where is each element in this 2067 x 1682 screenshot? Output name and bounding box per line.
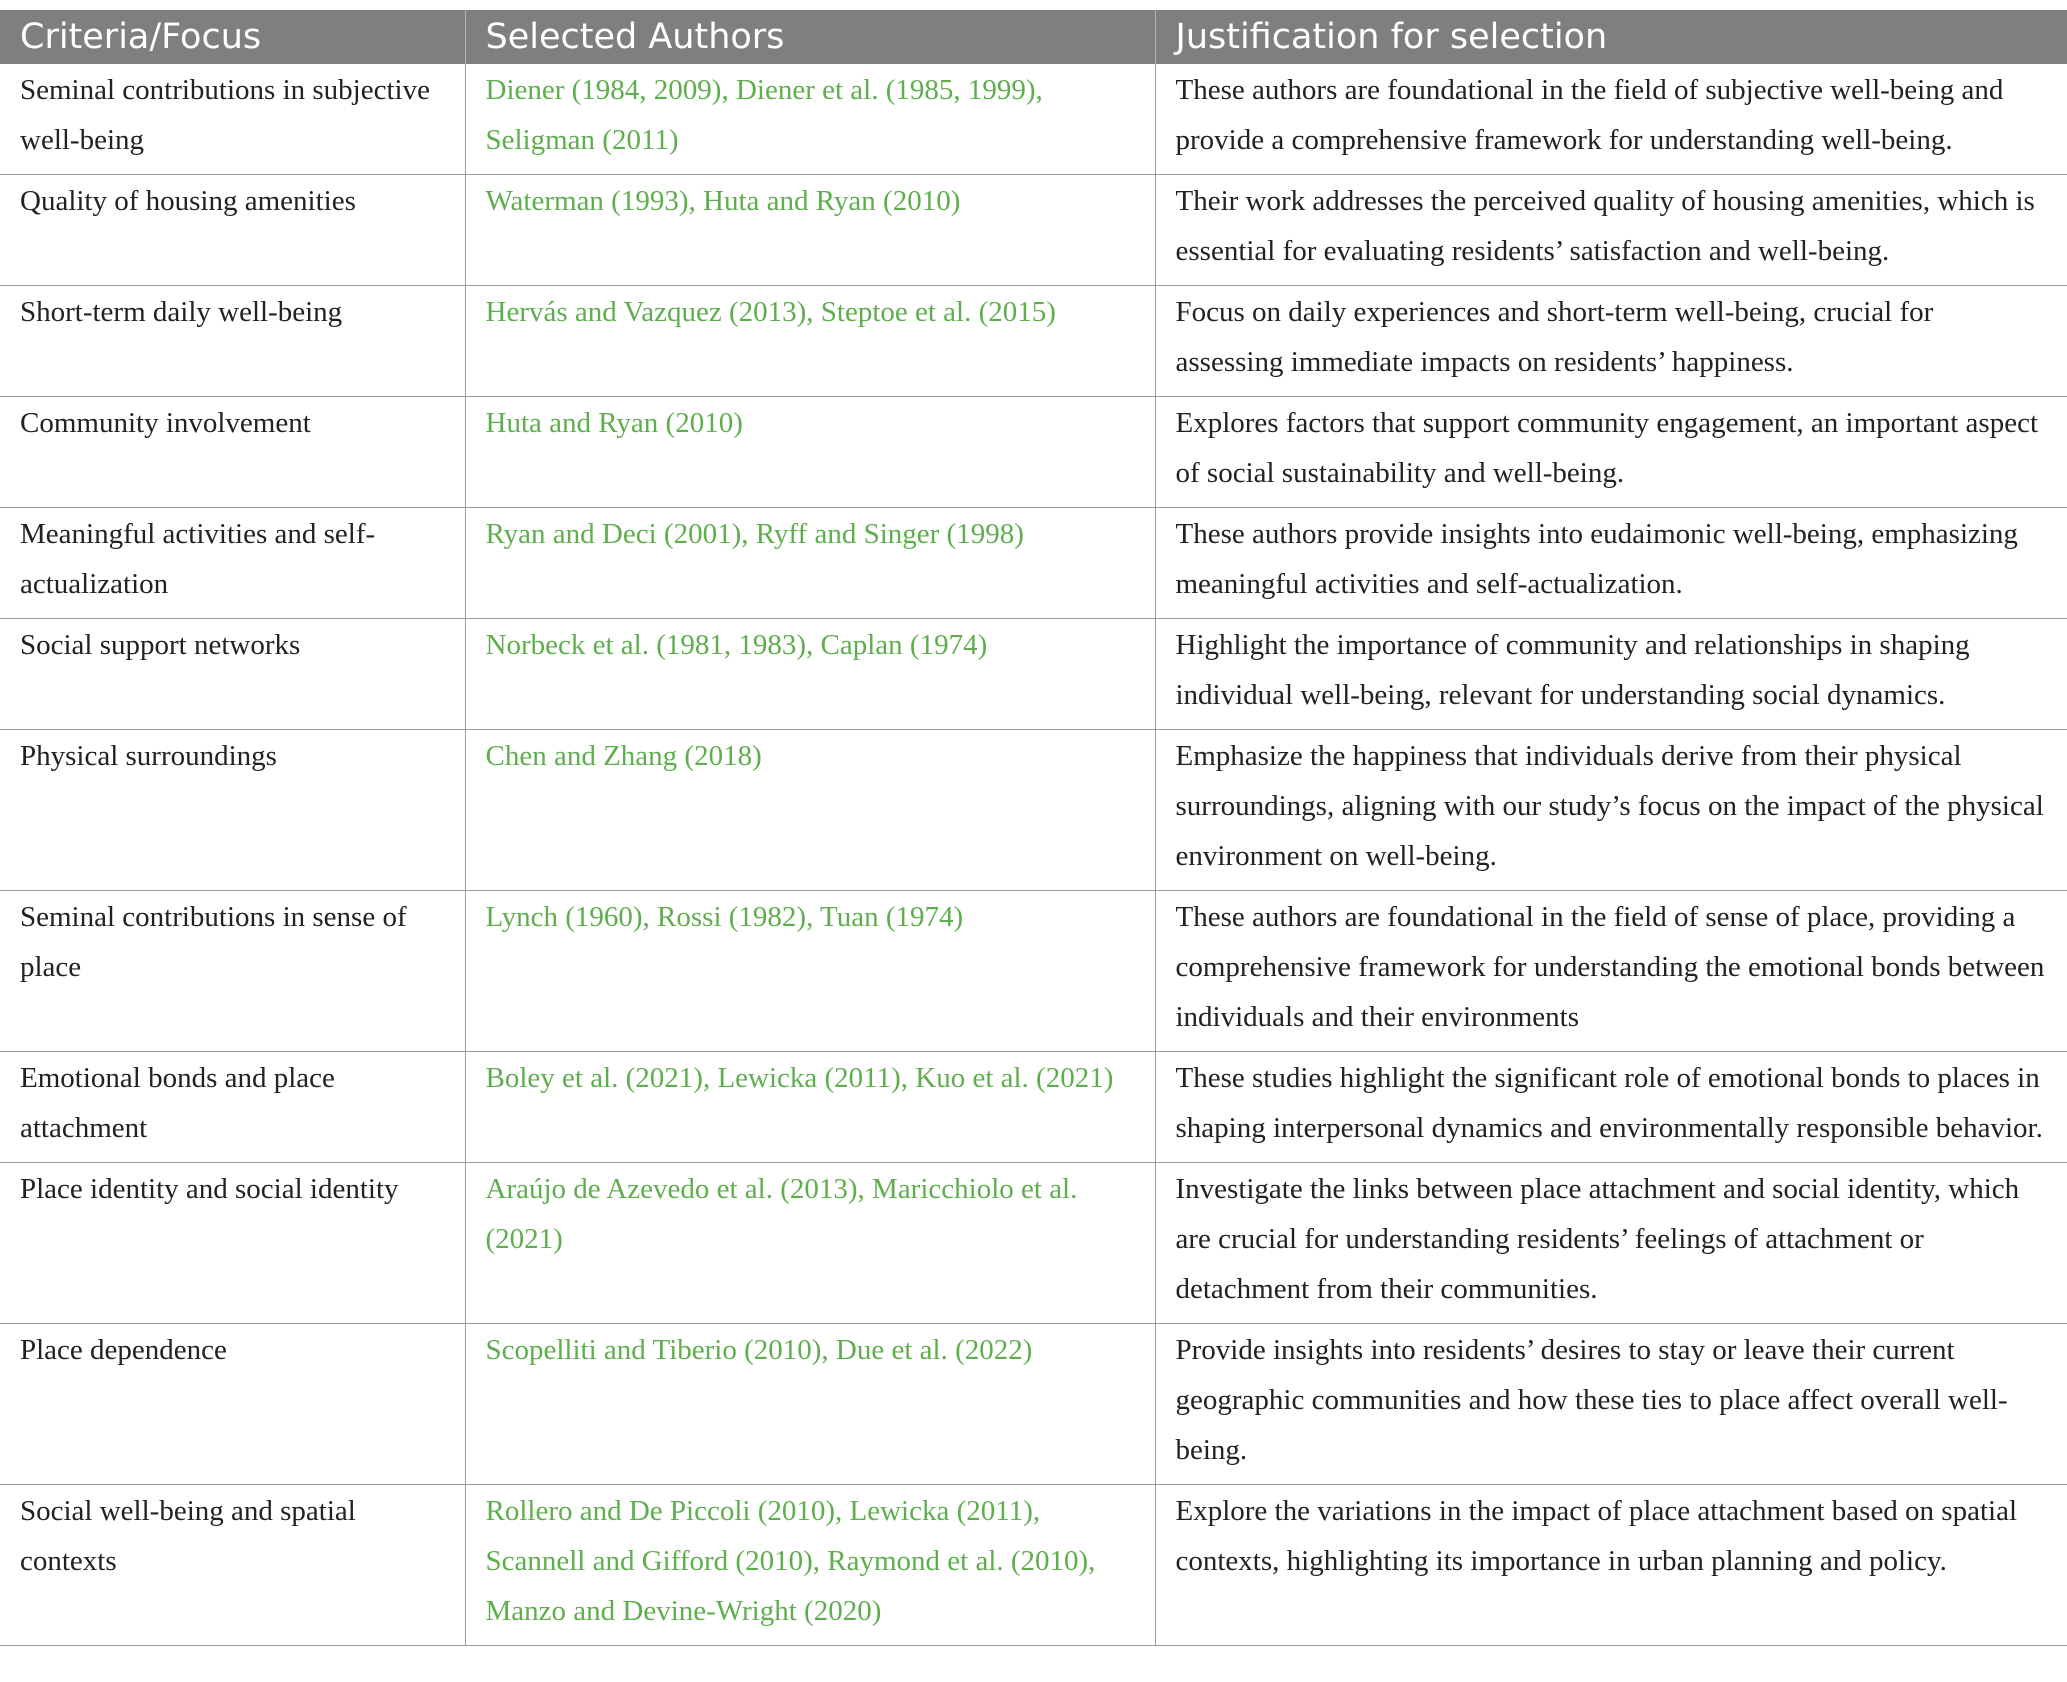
table-row: [0, 619, 2067, 730]
justification-cell: Emphasize the happiness that individuals derive from their physical surroundings, aligning with our study’s focus on the impact of the physical environment on well-being.: [1155, 730, 2067, 891]
header-authors: Selected Authors: [465, 10, 1155, 64]
authors-cell[interactable]: Waterman (1993), Huta and Ryan (2010): [465, 175, 1155, 286]
criteria-cell: Seminal contributions in sense of place: [0, 891, 465, 1052]
justification-cell: These authors provide insights into eudaimonic well-being, emphasizing meaningful activities and self-actualization.: [1155, 508, 2067, 619]
header-criteria: Criteria/Focus: [0, 10, 465, 64]
literature-table: [0, 10, 2067, 1646]
criteria-cell: Social well-being and spatial contexts: [0, 1485, 465, 1646]
justification-cell: Explore the variations in the impact of place attachment based on spatial contexts, highlighting its importance in urban planning and policy.: [1155, 1485, 2067, 1646]
authors-cell[interactable]: Norbeck et al. (1981, 1983), Caplan (1974): [465, 619, 1155, 730]
justification-cell: Highlight the importance of community and relationships in shaping individual well-being, relevant for understanding social dynamics.: [1155, 619, 2067, 730]
criteria-cell: Meaningful activities and self-actualization: [0, 508, 465, 619]
table-row: [0, 1052, 2067, 1163]
authors-cell[interactable]: Lynch (1960), Rossi (1982), Tuan (1974): [465, 891, 1155, 1052]
authors-cell[interactable]: Araújo de Azevedo et al. (2013), Maricchiolo et al. (2021): [465, 1163, 1155, 1324]
table-row: [0, 286, 2067, 397]
criteria-cell: Seminal contributions in subjective well-being: [0, 64, 465, 175]
criteria-cell: Short-term daily well-being: [0, 286, 465, 397]
criteria-cell: Physical surroundings: [0, 730, 465, 891]
table-row: [0, 397, 2067, 508]
justification-cell: Their work addresses the perceived quality of housing amenities, which is essential for evaluating residents’ satisfaction and well-being.: [1155, 175, 2067, 286]
table-body: [0, 64, 2067, 1646]
authors-cell[interactable]: Scopelliti and Tiberio (2010), Due et al. (2022): [465, 1324, 1155, 1485]
justification-cell: Provide insights into residents’ desires to stay or leave their current geographic communities and how these ties to place affect overall well-being.: [1155, 1324, 2067, 1485]
justification-cell: Focus on daily experiences and short-term well-being, crucial for assessing immediate impacts on residents’ happiness.: [1155, 286, 2067, 397]
authors-cell[interactable]: Ryan and Deci (2001), Ryff and Singer (1998): [465, 508, 1155, 619]
header-justification: Justification for selection: [1155, 10, 2067, 64]
table-row: [0, 891, 2067, 1052]
criteria-cell: Place identity and social identity: [0, 1163, 465, 1324]
authors-cell[interactable]: Diener (1984, 2009), Diener et al. (1985, 1999), Seligman (2011): [465, 64, 1155, 175]
justification-cell: Investigate the links between place attachment and social identity, which are crucial for understanding residents’ feelings of attachment or detachment from their communities.: [1155, 1163, 2067, 1324]
criteria-cell: Social support networks: [0, 619, 465, 730]
authors-cell[interactable]: Chen and Zhang (2018): [465, 730, 1155, 891]
authors-cell[interactable]: Rollero and De Piccoli (2010), Lewicka (2011), Scannell and Gifford (2010), Raymond et al. (2010), Manzo and Devine-Wright (2020): [465, 1485, 1155, 1646]
criteria-cell: Place dependence: [0, 1324, 465, 1485]
table-row: [0, 730, 2067, 891]
literature-table-container: [0, 10, 2067, 1646]
justification-cell: These authors are foundational in the field of sense of place, providing a comprehensive framework for understanding the emotional bonds between individuals and their environments: [1155, 891, 2067, 1052]
criteria-cell: Community involvement: [0, 397, 465, 508]
criteria-cell: Emotional bonds and place attachment: [0, 1052, 465, 1163]
justification-cell: These studies highlight the significant role of emotional bonds to places in shaping interpersonal dynamics and environmentally responsible behavior.: [1155, 1052, 2067, 1163]
table-row: [0, 1485, 2067, 1646]
table-row: [0, 1324, 2067, 1485]
header-row: [0, 10, 2067, 64]
criteria-cell: Quality of housing amenities: [0, 175, 465, 286]
authors-cell[interactable]: Hervás and Vazquez (2013), Steptoe et al. (2015): [465, 286, 1155, 397]
justification-cell: These authors are foundational in the field of subjective well-being and provide a comprehensive framework for understanding well-being.: [1155, 64, 2067, 175]
table-row: [0, 64, 2067, 175]
table-row: [0, 175, 2067, 286]
authors-cell[interactable]: Huta and Ryan (2010): [465, 397, 1155, 508]
authors-cell[interactable]: Boley et al. (2021), Lewicka (2011), Kuo et al. (2021): [465, 1052, 1155, 1163]
table-header: [0, 10, 2067, 64]
table-row: [0, 508, 2067, 619]
justification-cell: Explores factors that support community engagement, an important aspect of social sustainability and well-being.: [1155, 397, 2067, 508]
table-row: [0, 1163, 2067, 1324]
